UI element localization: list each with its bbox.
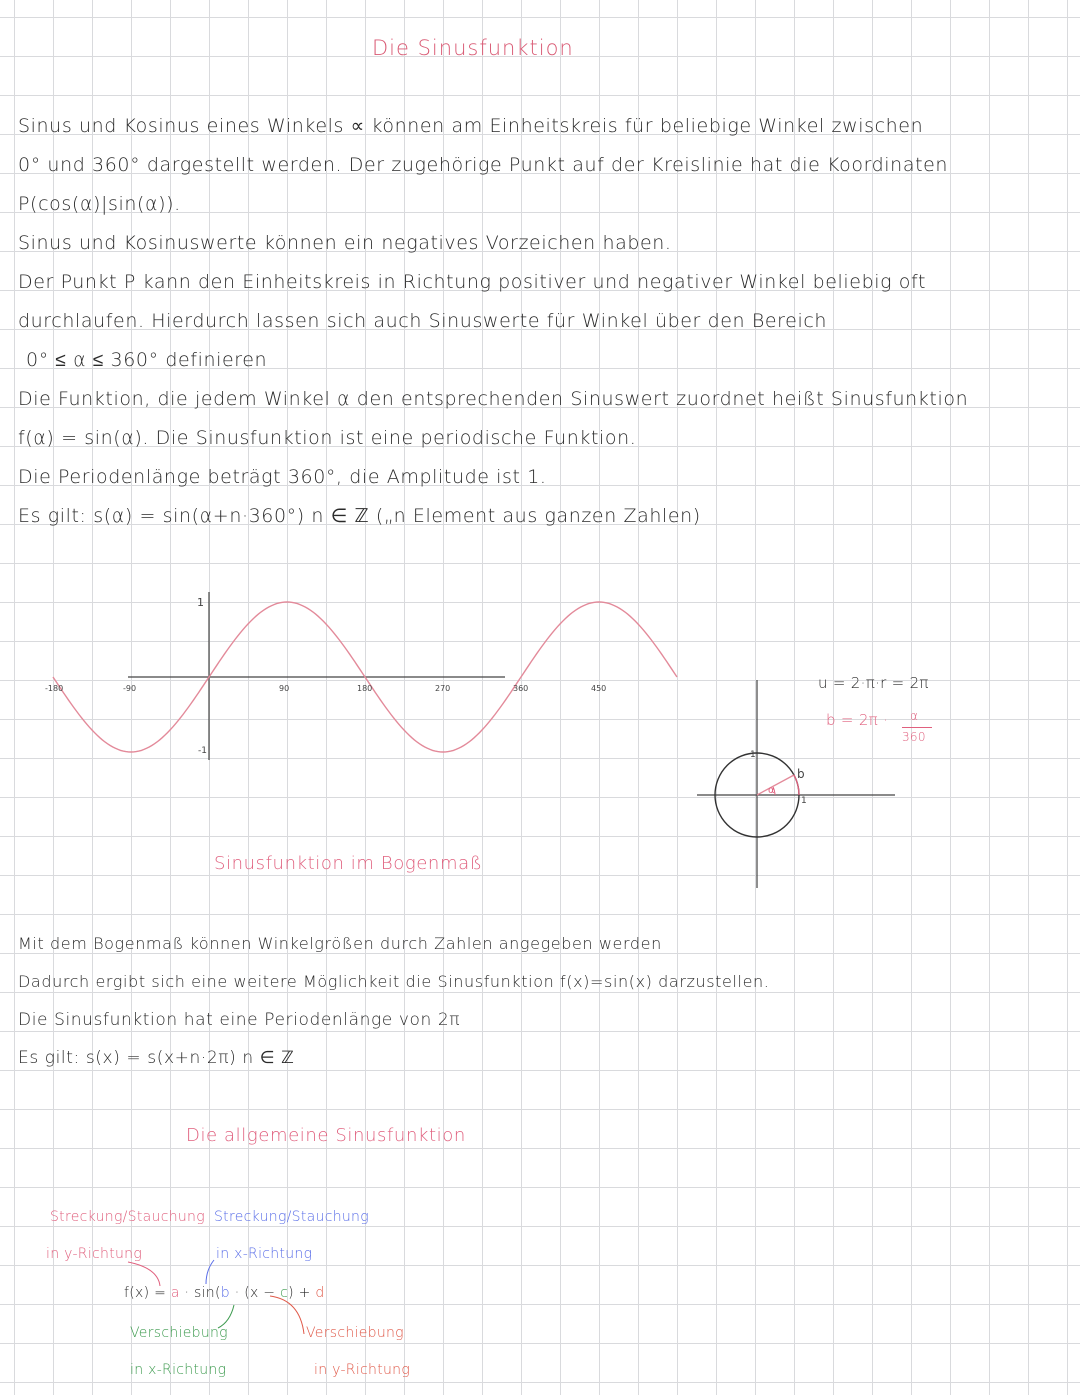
section2-title: Sinusfunktion im Bogenmaß: [214, 853, 483, 874]
x-tick-label: -180: [45, 684, 64, 693]
shift-y-label-1: Verschiebung: [306, 1325, 404, 1341]
formula-a: a: [170, 1285, 180, 1301]
formula-b: b: [220, 1285, 230, 1301]
formula-mid3: ) +: [288, 1285, 316, 1301]
intro-line-6: durchlaufen. Hierdurch lassen sich auch Sinuswerte für Winkel über den Bereich: [18, 310, 828, 332]
arrow-d: [270, 1296, 304, 1334]
shift-y-label-2: in y-Richtung: [314, 1362, 411, 1378]
formula-c: c: [280, 1285, 289, 1301]
y-max-label: 1: [197, 596, 204, 609]
y-min-label: -1: [198, 746, 207, 756]
stretch-x-label-1: Streckung/Stauchung: [214, 1209, 369, 1225]
label-1-top: 1: [750, 750, 756, 760]
label-b: b: [797, 767, 805, 781]
section3-title: Die allgemeine Sinusfunktion: [186, 1125, 466, 1146]
arc-formula-denominator: 360: [902, 730, 926, 744]
circumference-formula: u = 2·π·r = 2π: [818, 674, 929, 692]
x-tick-label: 270: [435, 684, 451, 693]
x-tick-label: 90: [279, 684, 290, 693]
intro-line-11: Es gilt: s(α) = sin(α+n·360°) n ∈ ℤ („n Element aus ganzen Zahlen): [18, 505, 701, 527]
intro-line-2: 0° und 360° dargestellt werden. Der zugehörige Punkt auf der Kreislinie hat die Koordinaten: [18, 154, 949, 176]
arc-formula-numerator: α: [910, 709, 919, 723]
stretch-y-label-2: in y-Richtung: [46, 1246, 143, 1262]
section2-line-2: Dadurch ergibt sich eine weitere Möglichkeit die Sinusfunktion f(x)=sin(x) darzustellen.: [18, 972, 770, 991]
shift-x-label-2: in x-Richtung: [130, 1362, 227, 1378]
section2-line-3: Die Sinusfunktion hat eine Periodenlänge von 2π: [18, 1010, 461, 1030]
formula-prefix: f(x) =: [124, 1285, 171, 1301]
label-1-right: 1: [801, 796, 807, 806]
x-tick-label: 360: [513, 684, 529, 693]
intro-line-5: Der Punkt P kann den Einheitskreis in Richtung positiver und negativer Winkel beliebig oft: [18, 271, 927, 293]
section2-line-1: Mit dem Bogenmaß können Winkelgrößen durch Zahlen angegeben werden: [18, 934, 662, 953]
arrow-c: [218, 1305, 234, 1328]
formula-mid: · sin(: [179, 1285, 221, 1301]
stretch-y-label-1: Streckung/Stauchung: [50, 1209, 205, 1225]
arrow-b: [206, 1260, 214, 1284]
intro-line-7: 0° ≤ α ≤ 360° definieren: [26, 349, 268, 371]
intro-line-8: Die Funktion, die jedem Winkel α den entsprechenden Sinuswert zuordnet heißt Sinusfunktion: [18, 388, 969, 410]
arc-formula: b = 2π ·: [826, 711, 889, 729]
section2-line-4: Es gilt: s(x) = s(x+n·2π) n ∈ ℤ: [18, 1048, 295, 1068]
x-tick-label: 180: [357, 684, 373, 693]
page-title: Die Sinusfunktion: [372, 36, 574, 60]
stretch-x-label-2: in x-Richtung: [216, 1246, 313, 1262]
x-tick-label: -90: [123, 684, 137, 693]
intro-line-4: Sinus und Kosinuswerte können ein negatives Vorzeichen haben.: [18, 232, 672, 254]
label-alpha: α: [768, 785, 775, 796]
intro-line-10: Die Periodenlänge beträgt 360°, die Amplitude ist 1.: [18, 466, 547, 488]
formula-mid2: · (x −: [229, 1285, 281, 1301]
x-tick-label: 450: [591, 684, 607, 693]
intro-line-3: P(cos(α)|sin(α)).: [18, 193, 181, 215]
intro-line-1: Sinus und Kosinus eines Winkels ∝ können am Einheitskreis für beliebige Winkel zwischen: [18, 115, 924, 137]
shift-x-label-1: Verschiebung: [130, 1325, 228, 1341]
arrow-a: [128, 1262, 160, 1286]
formula-d: d: [315, 1285, 325, 1301]
intro-line-9: f(α) = sin(α). Die Sinusfunktion ist eine periodische Funktion.: [18, 427, 637, 449]
